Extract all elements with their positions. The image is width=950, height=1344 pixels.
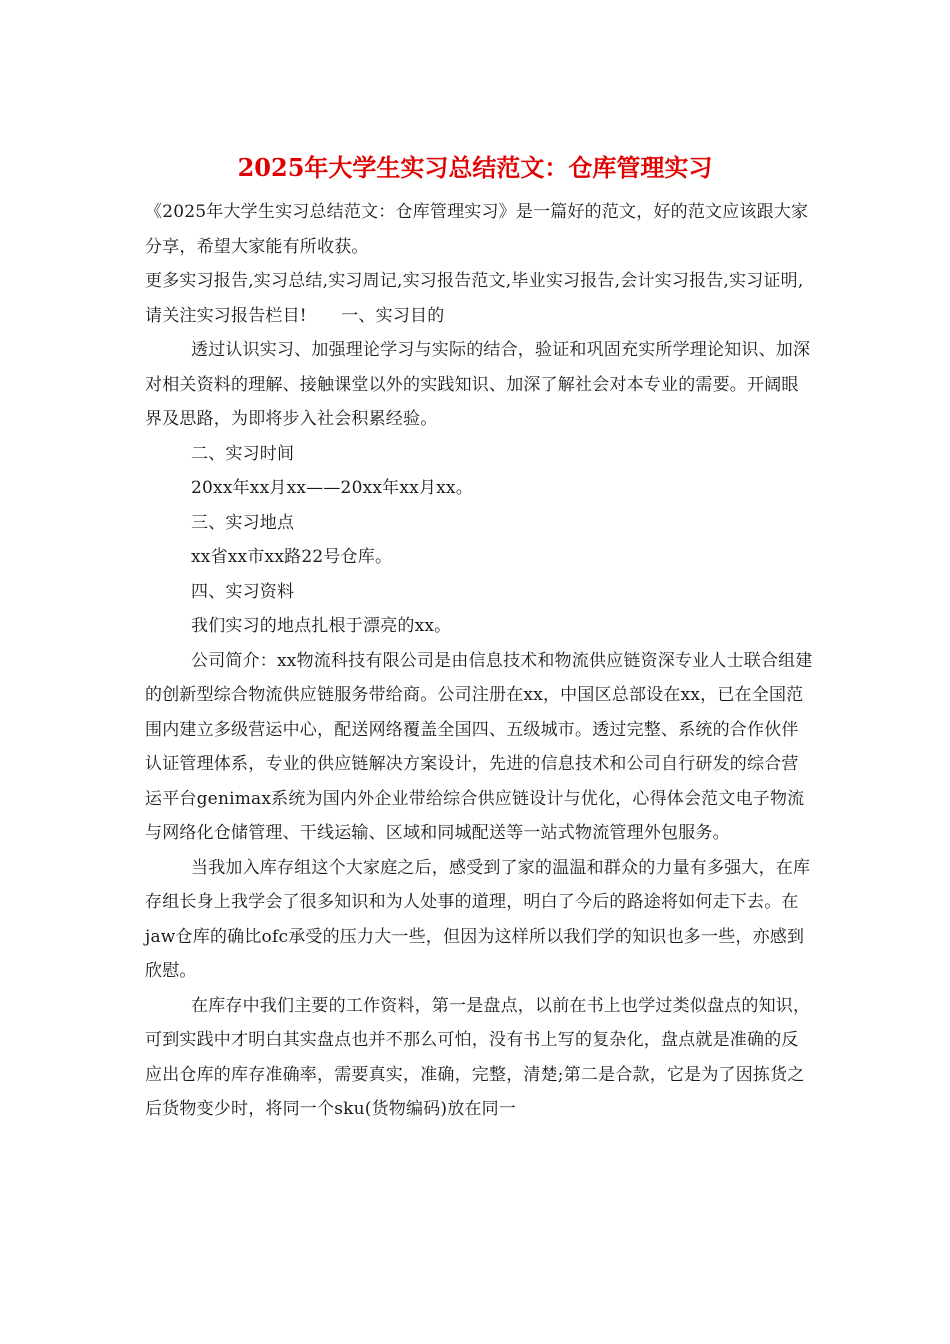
document-title: 2025年大学生实习总结范文：仓库管理实习 — [237, 153, 713, 182]
body-paragraph: 《2025年大学生实习总结范文：仓库管理实习》是一篇好的范文，好的范文应该跟大家分享，希望大家能有所收获。 — [145, 202, 809, 257]
document-body — [145, 195, 813, 1127]
body-paragraph: 更多实习报告,实习总结,实习周记,实习报告范文,毕业实习报告,会计实习报告,实习证明,请关注实习报告栏目! 一、实习目的 — [145, 271, 804, 326]
body-paragraph: 二、实习时间 — [191, 443, 295, 464]
body-paragraph: 公司简介：xx物流科技有限公司是由信息技术和物流供应链资深专业人士联合组建的创新型综合物流供应链服务带给商。公司注册在xx，中国区总部设在xx，已在全国范围内建立多级营运中心，配送网络覆盖全国四、五级城市。透过完整、系统的合作伙伴认证管理体系，专业的供应链解决方案设计，先进的信息技术和公司自行研发的综合营运平台genimax系统为国内外企业带给综合供应链设计与优化，心得体会范文电子物流与网络化仓储管理、干线运输、区域和同城配送等一站式物流管理外包服务。 — [145, 650, 813, 843]
body-paragraph: 我们实习的地点扎根于漂亮的xx。 — [191, 616, 452, 636]
body-paragraph: 20xx年xx月xx——20xx年xx月xx。 — [191, 478, 473, 498]
body-paragraph: 透过认识实习、加强理论学习与实际的结合，验证和巩固充实所学理论知识、加深对相关资料的理解、接触课堂以外的实践知识、加深了解社会对本专业的需要。开阔眼界及思路，为即将步入社会积累经验。 — [145, 340, 811, 429]
body-paragraph: 四、实习资料 — [191, 581, 295, 602]
body-paragraph: 在库存中我们主要的工作资料，第一是盘点，以前在书上也学过类似盘点的知识，可到实践中才明白其实盘点也并不那么可怕，没有书上写的复杂化，盘点就是准确的反应出仓库的库存准确率，需要真实，准确，完整，清楚;第二是合款，它是为了因拣货之后货物变少时，将同一个sku(货物编码)放在同一 — [145, 995, 811, 1119]
body-paragraph: xx省xx市xx路22号仓库。 — [191, 547, 393, 567]
body-paragraph: 三、实习地点 — [191, 512, 295, 533]
body-paragraph: 当我加入库存组这个大家庭之后，感受到了家的温温和群众的力量有多强大，在库存组长身上我学会了很多知识和为人处事的道理，明白了今后的路途将如何走下去。在jaw仓库的确比ofc承受的压力大一些，但因为这样所以我们学的知识也多一些，亦感到欣慰。 — [145, 857, 811, 981]
